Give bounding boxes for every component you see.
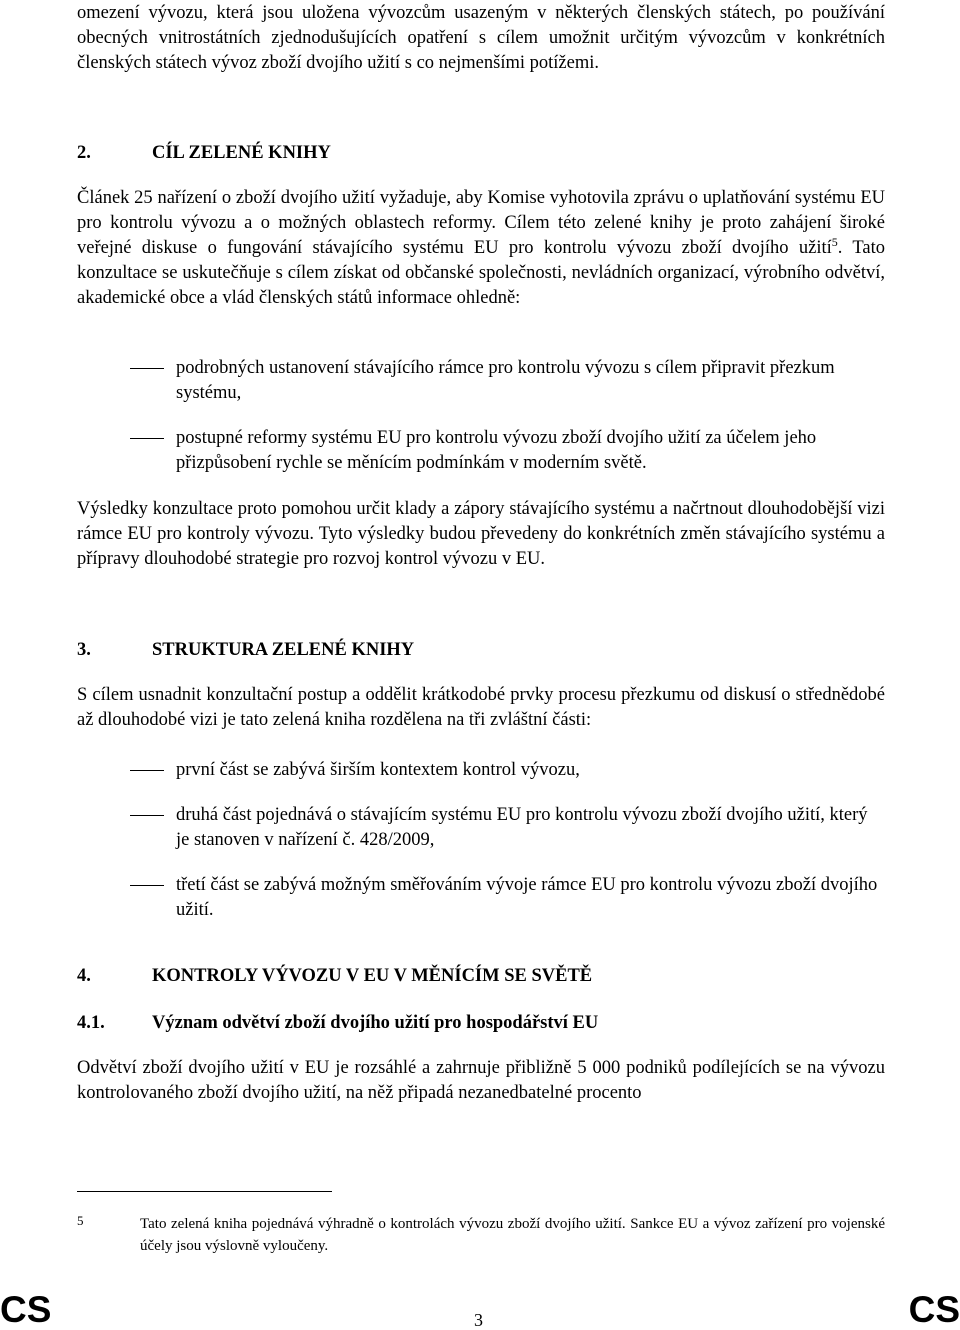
intro-paragraph — [77, 1, 885, 76]
footer-language-code-left: CS — [0, 1289, 52, 1330]
section-4-1-number: 4.1. — [77, 1013, 105, 1033]
list-item — [77, 356, 885, 406]
intro-text: omezení vývozu, která jsou uložena vývozcům usazeným v některých členských státech, po používání obecných vnitrostátních zjednodušujících opatření s cílem umožnit určitým vývozcům v konkrétních členských státech vývoz zboží dvojího užití s co nejmenšími potížemi. — [77, 3, 885, 73]
section-3-title: STRUKTURA ZELENÉ KNIHY — [152, 640, 415, 660]
section-4-heading — [77, 964, 592, 989]
section-4-number: 4. — [77, 966, 91, 986]
section-3-para-1-text: S cílem usnadnit konzultační postup a oddělit krátkodobé prvky procesu přezkumu od diskusí o střednědobé až dlouhodobé vizi je tato zelená kniha rozdělena na tři zvláštní části: — [77, 685, 885, 730]
list-item-text: podrobných ustanovení stávajícího rámce pro kontrolu vývozu s cílem připravit přezkum systému, — [176, 358, 835, 403]
list-item-text: postupné reformy systému EU pro kontrolu vývozu zboží dvojího užití za účelem jeho přizpůsobení rychle se měnícím podmínkám v moderním světě. — [176, 428, 817, 473]
section-4-1-paragraph-1 — [77, 1056, 885, 1106]
section-4-1-para-1-text: Odvětví zboží dvojího užití v EU je rozsáhlé a zahrnuje přibližně 5 000 podniků podílejících se na vývozu kontrolovaného zboží dvojího užití, na něž připadá nezanedbatelné procento — [77, 1058, 885, 1103]
section-3-bullet-list — [77, 758, 885, 923]
section-2-paragraph-2 — [77, 497, 885, 572]
section-2-heading — [77, 141, 331, 166]
footer-language-code-right: CS — [908, 1289, 960, 1330]
section-2-para-1-part-1: Článek 25 nařízení o zboží dvojího užití vyžaduje, aby Komise vyhotovila zprávu o uplatňování systému EU pro kontrolu vývozu a o možných oblastech reformy. Cílem této zelené knihy je proto zahájení široké veřejné diskuse o fungování stávajícího systému EU pro kontrolu vývozu zboží dvojího užití — [77, 188, 885, 258]
section-3-number: 3. — [77, 640, 91, 660]
section-2-number: 2. — [77, 143, 91, 163]
dash-bullet-icon — [130, 815, 164, 816]
dash-bullet-icon — [130, 885, 164, 886]
footnote-reference: 5 — [831, 235, 838, 249]
dash-bullet-icon — [130, 368, 164, 369]
section-2-paragraph-1 — [77, 186, 885, 311]
list-item — [77, 758, 885, 783]
footnote-text: Tato zelená kniha pojednává výhradně o kontrolách vývozu zboží dvojího užití. Sankce EU a vývoz zařízení pro vojenské účely jsou výslovně vyloučeny. — [140, 1216, 885, 1254]
section-2-bullet-list — [77, 356, 885, 476]
list-item — [77, 426, 885, 476]
list-item — [77, 873, 885, 923]
footnote-number: 5 — [77, 1213, 84, 1228]
list-item-text: druhá část pojednává o stávajícím systému EU pro kontrolu vývozu zboží dvojího užití, který je stanoven v nařízení č. 428/2009, — [176, 805, 868, 850]
dash-bullet-icon — [130, 770, 164, 771]
section-2-para-2-text: Výsledky konzultace proto pomohou určit klady a zápory stávajícího systému a načrtnout dlouhodobější vizi rámce EU pro kontroly vývozu. Tyto výsledky budou převedeny do konkrétních změn stávajícího systému a přípravy dlouhodobé strategie pro rozvoj kontrol vývozu v EU. — [77, 499, 885, 569]
section-3-heading — [77, 638, 414, 663]
section-2-title: CÍL ZELENÉ KNIHY — [152, 143, 331, 163]
list-item — [77, 803, 885, 853]
section-2-para-1-text — [77, 186, 885, 311]
section-4-1-title: Význam odvětví zboží dvojího užití pro hospodářství EU — [152, 1013, 599, 1033]
list-item-text: třetí část se zabývá možným směřováním vývoje rámce EU pro kontrolu vývozu zboží dvojího užití. — [176, 875, 878, 920]
page-number: 3 — [474, 1310, 483, 1330]
section-4-title: KONTROLY VÝVOZU V EU V MĚNÍCÍM SE SVĚTĚ — [152, 966, 593, 986]
section-4-1-heading — [77, 1011, 598, 1036]
dash-bullet-icon — [130, 438, 164, 439]
list-item-text: první část se zabývá širším kontextem kontrol vývozu, — [176, 760, 580, 780]
footnote-separator — [77, 1191, 332, 1192]
footnote — [77, 1213, 885, 1257]
section-2-para-1-part-2: . Tato konzultace se uskutečňuje s cílem získat od občanské společnosti, nevládních organizací, výrobního odvětví, akademické obce a vlád členských států informace ohledně: — [77, 238, 885, 308]
section-3-paragraph-1 — [77, 683, 885, 733]
